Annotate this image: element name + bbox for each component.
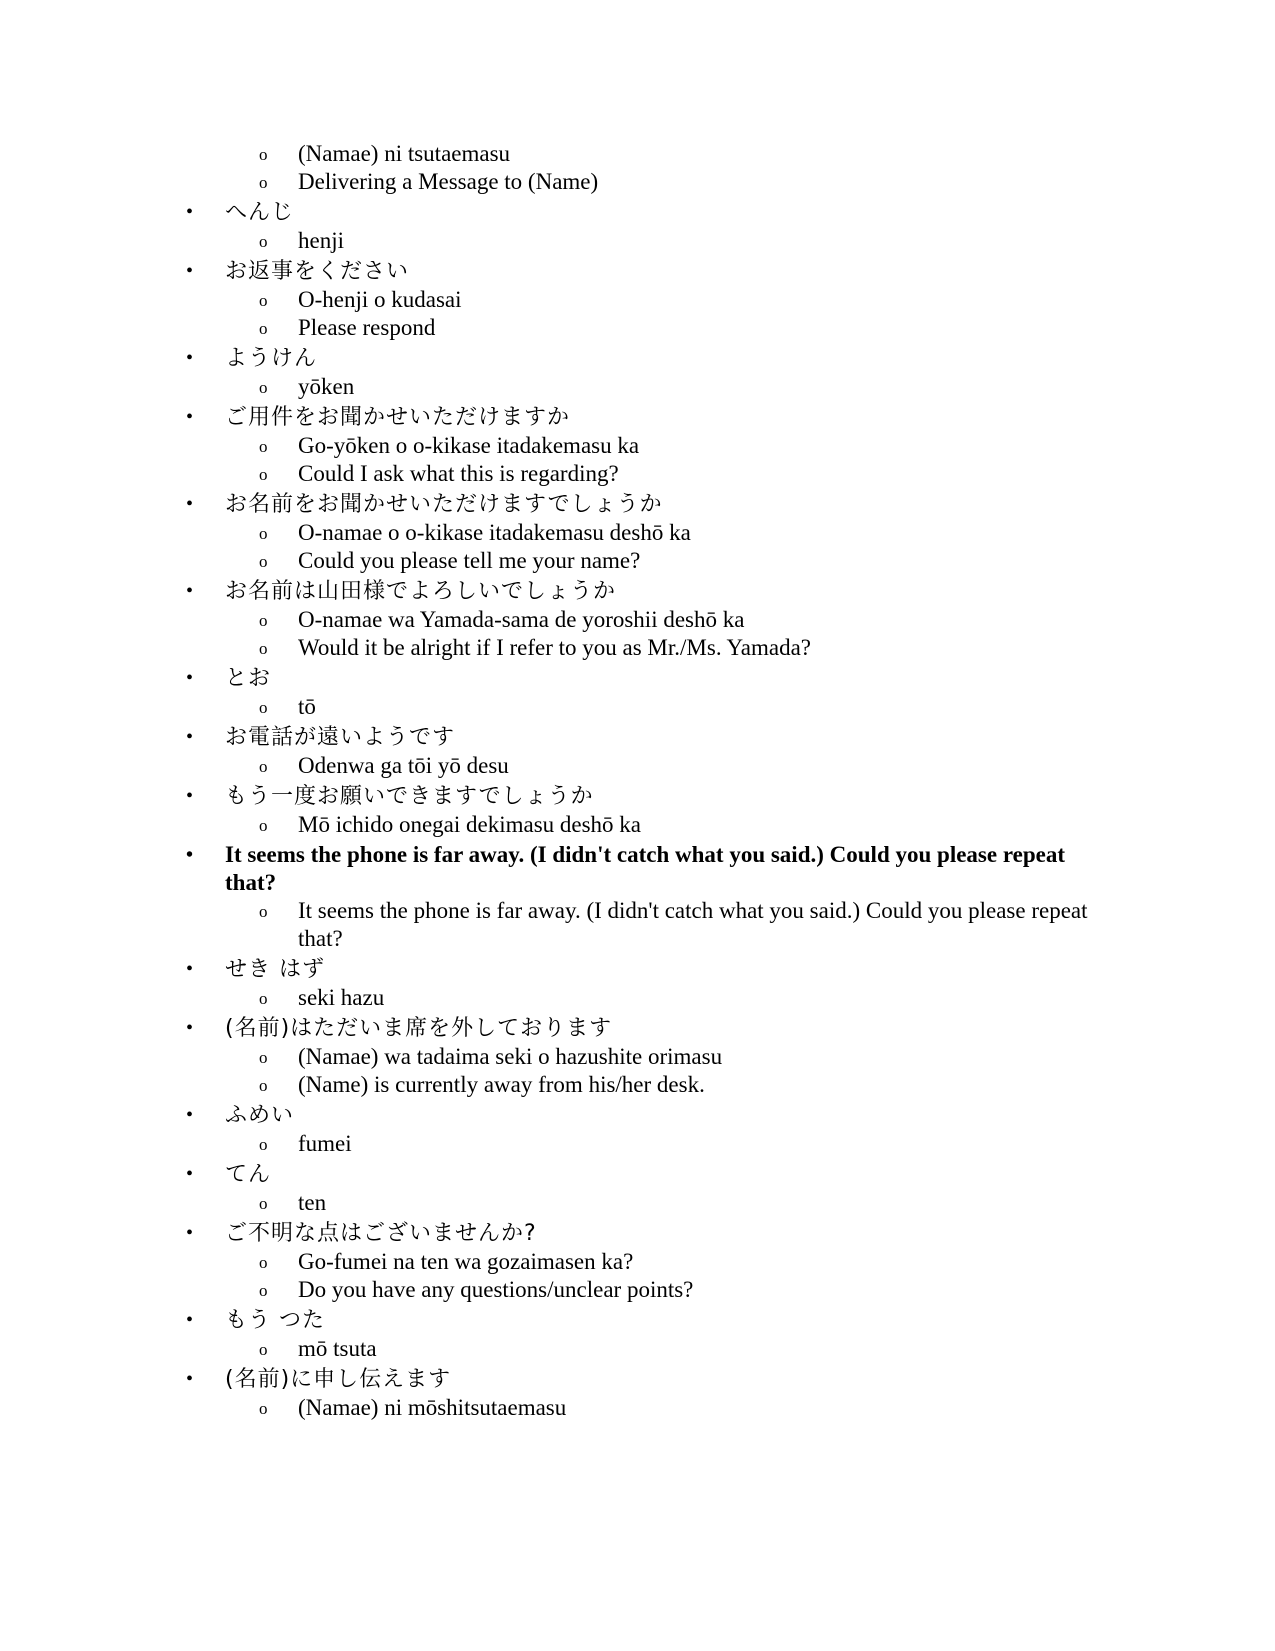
sub-list-item: [0, 1043, 1088, 1071]
vocabulary-item: [0, 1160, 1085, 1189]
item-heading-text: とお: [225, 666, 272, 691]
sub-item-text: seki hazu: [298, 985, 385, 1010]
sub-list: [0, 693, 1275, 721]
vocabulary-item: [0, 1219, 1085, 1248]
item-heading-text: (名前)に申し伝えます: [225, 1367, 452, 1392]
circle-bullet-icon: o: [259, 1399, 268, 1418]
sub-list-item: [0, 140, 1088, 168]
item-heading-text: ご用件をお聞かせいただけますか: [225, 405, 571, 430]
sub-item-text: Please respond: [298, 315, 436, 340]
bullet-icon: •: [186, 1104, 194, 1126]
sub-item-text: ten: [298, 1190, 327, 1215]
sub-list: [0, 1043, 1275, 1099]
sub-list-item: [0, 519, 1088, 547]
item-heading-text: (名前)はただいま席を外しております: [225, 1016, 613, 1041]
circle-bullet-icon: o: [259, 232, 268, 251]
sub-list-item: [0, 432, 1088, 460]
sub-list: [0, 373, 1275, 401]
circle-bullet-icon: o: [259, 552, 268, 571]
item-heading-text: It seems the phone is far away. (I didn't catch what you said.) Could you please repeat that?: [225, 842, 1065, 895]
sub-list: [0, 1248, 1275, 1304]
vocabulary-item: [0, 841, 1085, 897]
sub-item-text: (Namae) ni tsutaemasu: [298, 141, 511, 166]
sub-list: [0, 1130, 1275, 1158]
item-heading-text: てん: [225, 1162, 272, 1187]
circle-bullet-icon: o: [259, 611, 268, 630]
sub-item-text: (Namae) ni mōshitsutaemasu: [298, 1395, 567, 1420]
circle-bullet-icon: o: [259, 1281, 268, 1300]
item-heading-text: お電話が遠いようです: [225, 725, 456, 750]
sub-item-text: Go-yōken o o-kikase itadakemasu ka: [298, 433, 640, 458]
item-heading-text: へんじ: [225, 200, 295, 225]
bullet-icon: •: [186, 1222, 194, 1244]
sub-item-text: Go-fumei na ten wa gozaimasen ka?: [298, 1249, 634, 1274]
sub-list-item: [0, 811, 1088, 839]
sub-item-text: O-henji o kudasai: [298, 287, 462, 312]
circle-bullet-icon: o: [259, 173, 268, 192]
sub-list-item: [0, 373, 1088, 401]
item-heading-text: ようけん: [225, 346, 318, 371]
sub-item-text: fumei: [298, 1131, 352, 1156]
sub-list: [0, 1335, 1275, 1363]
sub-item-text: Odenwa ga tōi yō desu: [298, 753, 509, 778]
vocabulary-item: [0, 782, 1085, 811]
sub-item-text: tō: [298, 694, 316, 719]
vocabulary-item: [0, 1014, 1085, 1043]
sub-list-item: [0, 606, 1088, 634]
vocabulary-item: [0, 198, 1085, 227]
item-heading-text: ご不明な点はございませんか?: [225, 1221, 537, 1246]
bullet-icon: •: [186, 844, 194, 866]
sub-item-text: O-namae wa Yamada-sama de yoroshii deshō ka: [298, 607, 745, 632]
item-heading-text: もう一度お願いできますでしょうか: [225, 784, 594, 809]
circle-bullet-icon: o: [259, 757, 268, 776]
vocabulary-item: [0, 723, 1085, 752]
item-heading-text: お返事をください: [225, 259, 410, 284]
circle-bullet-icon: o: [259, 1048, 268, 1067]
circle-bullet-icon: o: [259, 145, 268, 164]
sub-list-item: [0, 693, 1088, 721]
sub-list-item: [0, 547, 1088, 575]
bullet-icon: •: [186, 347, 194, 369]
vocabulary-item: [0, 1306, 1085, 1335]
vocabulary-item: [0, 1365, 1085, 1394]
circle-bullet-icon: o: [259, 291, 268, 310]
sub-list: [0, 1394, 1275, 1422]
circle-bullet-icon: o: [259, 1076, 268, 1095]
sub-list-item: [0, 1189, 1088, 1217]
sub-list: [0, 227, 1275, 255]
bullet-icon: •: [186, 260, 194, 282]
circle-bullet-icon: o: [259, 989, 268, 1008]
sub-list: [0, 811, 1275, 839]
vocabulary-item: [0, 257, 1085, 286]
leading-sublist: [0, 140, 1275, 196]
bullet-icon: •: [186, 1309, 194, 1331]
bullet-icon: •: [186, 1368, 194, 1390]
item-heading-text: せき はず: [225, 957, 325, 982]
sub-item-text: Mō ichido onegai dekimasu deshō ka: [298, 812, 642, 837]
circle-bullet-icon: o: [259, 639, 268, 658]
vocabulary-item: [0, 664, 1085, 693]
vocabulary-list: [0, 198, 1275, 1422]
sub-item-text: (Name) is currently away from his/her desk.: [298, 1072, 705, 1097]
circle-bullet-icon: o: [259, 698, 268, 717]
sub-list: [0, 286, 1275, 342]
circle-bullet-icon: o: [259, 816, 268, 835]
bullet-icon: •: [186, 667, 194, 689]
sub-list: [0, 519, 1275, 575]
sub-list-item: [0, 1071, 1088, 1099]
bullet-icon: •: [186, 406, 194, 428]
item-heading-text: もう つた: [225, 1308, 325, 1333]
bullet-icon: •: [186, 201, 194, 223]
sub-item-text: Would it be alright if I refer to you as Mr./Ms. Yamada?: [298, 635, 811, 660]
sub-list: [0, 897, 1275, 953]
sub-item-text: It seems the phone is far away. (I didn't catch what you said.) Could you please repeat that?: [298, 898, 1088, 951]
bullet-icon: •: [186, 580, 194, 602]
sub-list-item: [0, 1394, 1088, 1422]
sub-list-item: [0, 634, 1088, 662]
sub-item-text: Could I ask what this is regarding?: [298, 461, 619, 486]
bullet-icon: •: [186, 1163, 194, 1185]
circle-bullet-icon: o: [259, 1253, 268, 1272]
bullet-icon: •: [186, 1017, 194, 1039]
sub-list-item: [0, 168, 1088, 196]
sub-list: [0, 1189, 1275, 1217]
sub-item-text: Do you have any questions/unclear points?: [298, 1277, 694, 1302]
item-heading-text: お名前をお聞かせいただけますでしょうか: [225, 492, 663, 517]
circle-bullet-icon: o: [259, 1194, 268, 1213]
circle-bullet-icon: o: [259, 1340, 268, 1359]
sub-item-text: Could you please tell me your name?: [298, 548, 641, 573]
sub-item-text: yōken: [298, 374, 355, 399]
sub-item-text: O-namae o o-kikase itadakemasu deshō ka: [298, 520, 691, 545]
sub-list: [0, 606, 1275, 662]
item-heading-text: お名前は山田様でよろしいでしょうか: [225, 579, 617, 604]
bullet-icon: •: [186, 493, 194, 515]
sub-list: [0, 752, 1275, 780]
sub-item-text: henji: [298, 228, 344, 253]
sub-list-item: [0, 314, 1088, 342]
bullet-icon: •: [186, 726, 194, 748]
vocabulary-item: [0, 344, 1085, 373]
vocabulary-item: [0, 403, 1085, 432]
document-page: [0, 140, 1275, 1422]
sub-list-item: [0, 1130, 1088, 1158]
vocabulary-item: [0, 577, 1085, 606]
sub-list-item: [0, 227, 1088, 255]
vocabulary-item: [0, 490, 1085, 519]
sub-list-item: [0, 1335, 1088, 1363]
bullet-icon: •: [186, 958, 194, 980]
sub-list: [0, 432, 1275, 488]
circle-bullet-icon: o: [259, 465, 268, 484]
sub-list-item: [0, 752, 1088, 780]
sub-list-item: [0, 1248, 1088, 1276]
sub-list-item: [0, 1276, 1088, 1304]
vocabulary-item: [0, 955, 1085, 984]
sub-list-item: [0, 460, 1088, 488]
circle-bullet-icon: o: [259, 319, 268, 338]
circle-bullet-icon: o: [259, 437, 268, 456]
bullet-icon: •: [186, 785, 194, 807]
item-heading-text: ふめい: [225, 1103, 295, 1128]
sub-list-item: [0, 897, 1088, 953]
sub-item-text: mō tsuta: [298, 1336, 377, 1361]
sub-list-item: [0, 286, 1088, 314]
circle-bullet-icon: o: [259, 524, 268, 543]
sub-item-text: (Namae) wa tadaima seki o hazushite orimasu: [298, 1044, 723, 1069]
vocabulary-item: [0, 1101, 1085, 1130]
sub-list: [0, 984, 1275, 1012]
circle-bullet-icon: o: [259, 902, 268, 921]
circle-bullet-icon: o: [259, 1135, 268, 1154]
circle-bullet-icon: o: [259, 378, 268, 397]
sub-list-item: [0, 984, 1088, 1012]
sub-item-text: Delivering a Message to (Name): [298, 169, 599, 194]
